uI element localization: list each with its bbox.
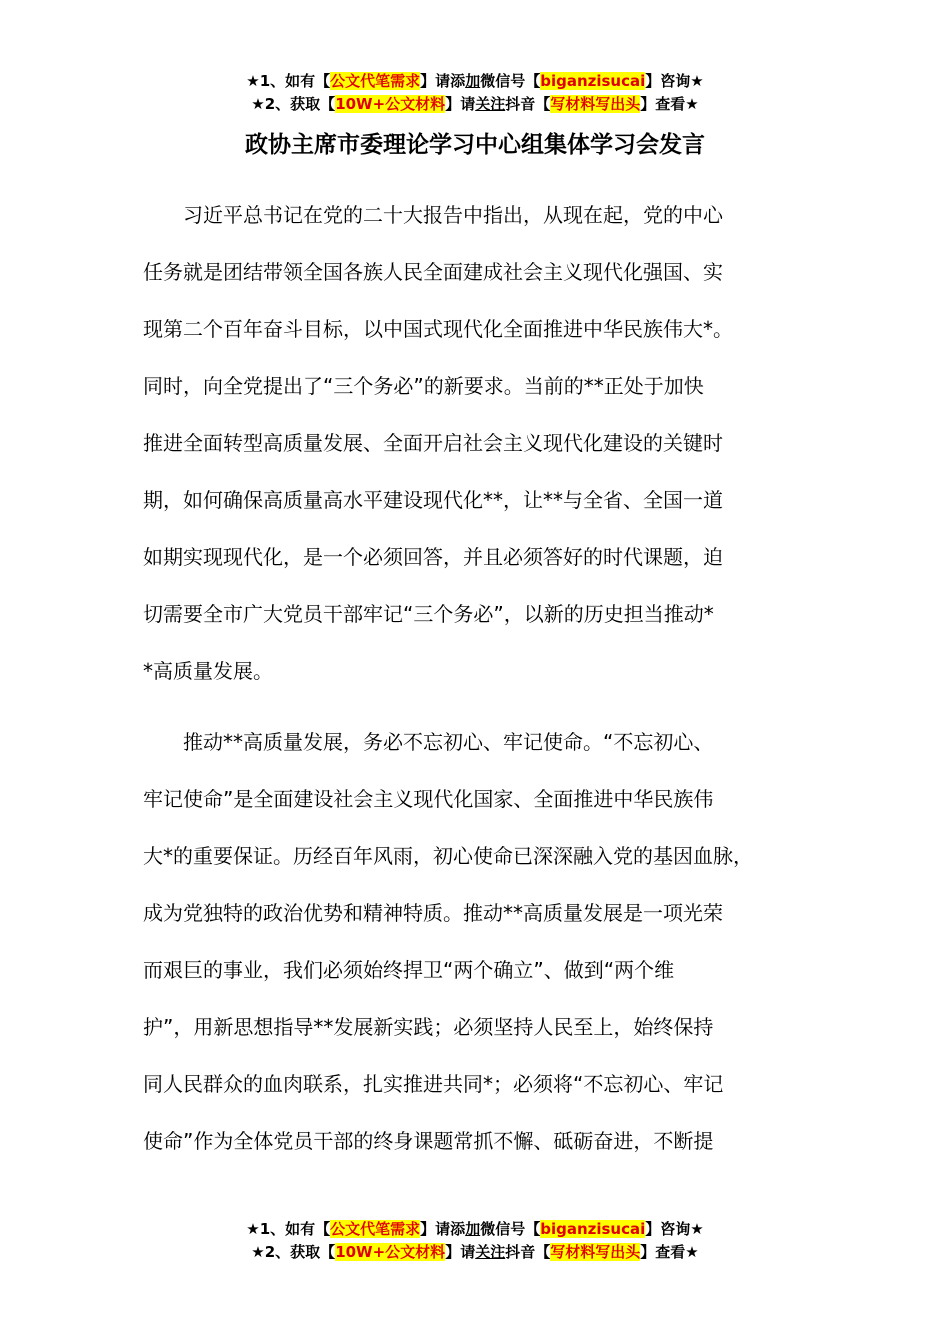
highlight-wechat-id: biganzisucai bbox=[540, 72, 646, 90]
highlight-service: 公文代笔需求 bbox=[330, 1220, 421, 1238]
text-line: 大*的重要保证。历经百年风雨，初心使命已深深融入党的基因血脉， bbox=[143, 844, 753, 868]
text-line: 牢记使命”是全面建设社会主义现代化国家、全面推进中华民族伟 bbox=[143, 787, 714, 811]
text-line: 成为党独特的政治优势和精神特质。推动**高质量发展是一项光荣 bbox=[143, 901, 723, 925]
paragraph-gap bbox=[143, 700, 823, 714]
text-line: 推进全面转型高质量发展、全面开启社会主义现代化建设的关键时 bbox=[143, 431, 723, 455]
banner-line-1: ★1、如有【公文代笔需求】请添加微信号【biganzisucai】咨询★ bbox=[246, 72, 704, 90]
text-line: 习近平总书记在党的二十大报告中指出，从现在起，党的中心 bbox=[143, 203, 723, 227]
text-line: 同人民群众的血肉联系，扎实推进共同*；必须将“不忘初心、牢记 bbox=[143, 1072, 724, 1096]
text-line: 期，如何确保高质量高水平建设现代化**，让**与全省、全国一道 bbox=[143, 488, 723, 512]
highlight-douyin-account: 写材料写出头 bbox=[550, 95, 641, 113]
text-line: 而艰巨的事业，我们必须始终捍卫“两个确立”、做到“两个维 bbox=[143, 958, 675, 982]
highlight-douyin-account: 写材料写出头 bbox=[550, 1243, 641, 1261]
banner-line-2: ★2、获取【10W+公文材料】请关注抖音【写材料写出头】查看★ bbox=[251, 1243, 699, 1261]
text-line: 使命”作为全体党员干部的终身课题常抓不懈、砥砺奋进，不断提 bbox=[143, 1129, 714, 1153]
paragraph-2 bbox=[143, 714, 823, 1170]
text-line: 护”，用新思想指导**发展新实践；必须坚持人民至上，始终保持 bbox=[143, 1015, 714, 1039]
text-line: 同时，向全党提出了“三个务必”的新要求。当前的**正处于加快 bbox=[143, 374, 704, 398]
highlight-service: 公文代笔需求 bbox=[330, 72, 421, 90]
document-title: 政协主席市委理论学习中心组集体学习会发言 bbox=[245, 132, 705, 158]
header-banner bbox=[0, 70, 950, 116]
text-line: 如期实现现代化，是一个必须回答，并且必须答好的时代课题，迫 bbox=[143, 545, 723, 569]
text-line: 切需要全市广大党员干部牢记“三个务必”，以新的历史担当推动* bbox=[143, 602, 714, 626]
highlight-wechat-id: biganzisucai bbox=[540, 1220, 646, 1238]
text-line: 现第二个百年奋斗目标，以中国式现代化全面推进中华民族伟大*。 bbox=[143, 317, 733, 341]
text-line: *高质量发展。 bbox=[143, 659, 273, 683]
text-line: 推动**高质量发展，务必不忘初心、牢记使命。“不忘初心、 bbox=[143, 730, 714, 754]
footer-banner bbox=[0, 1218, 950, 1264]
highlight-materials: 10W+公文材料 bbox=[335, 1243, 446, 1261]
banner-line-2: ★2、获取【10W+公文材料】请关注抖音【写材料写出头】查看★ bbox=[251, 95, 699, 113]
highlight-materials: 10W+公文材料 bbox=[335, 95, 446, 113]
document-body bbox=[143, 187, 823, 1170]
paragraph-1 bbox=[143, 187, 823, 700]
text-line: 任务就是团结带领全国各族人民全面建成社会主义现代化强国、实 bbox=[143, 260, 723, 284]
banner-line-1: ★1、如有【公文代笔需求】请添加微信号【biganzisucai】咨询★ bbox=[246, 1220, 704, 1238]
